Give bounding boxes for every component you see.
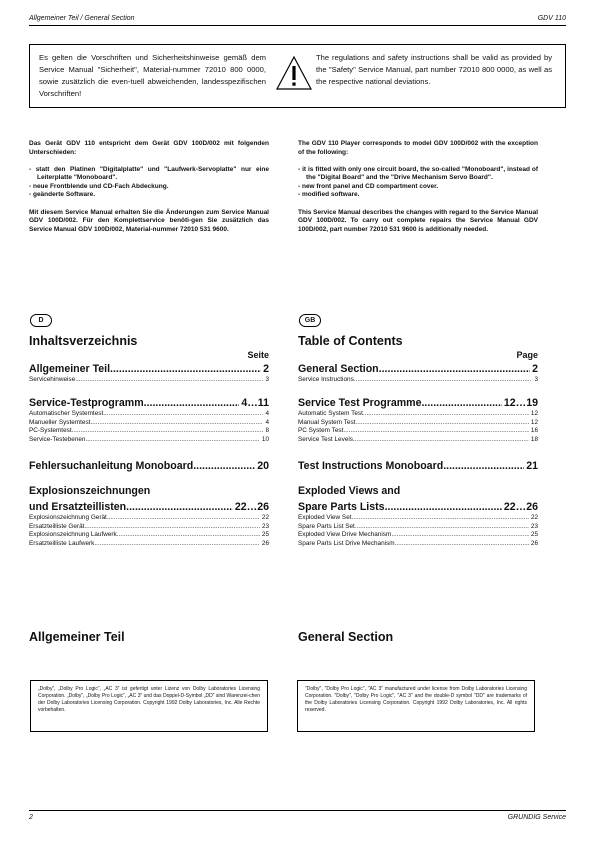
toc-section[interactable] <box>298 397 538 445</box>
toc-section[interactable] <box>29 363 269 385</box>
toc-entry[interactable]: Automatic System Test ..... 12 <box>298 410 538 419</box>
intro-differences-list <box>298 166 538 200</box>
toc-section-title: Test Instructions Monoboard <box>298 460 444 472</box>
intro-note: This Service Manual describes the changes with regard to the Service Manual GDV 100D/002. To carry out complete repairs the Service Manual GDV 100D/002, part number 72010 531 9600 is additionally needed. <box>298 208 538 233</box>
toc-page: 2 <box>532 363 538 375</box>
page-column-label-en: Page <box>516 350 538 360</box>
intro-en <box>298 140 538 243</box>
list-item: - new front panel and CD compartment cover. <box>298 182 439 190</box>
intro-lead: Das Gerät GDV 110 entspricht dem Gerät GDV 100D/002 mit folgenden Unterschieden: <box>29 140 269 156</box>
toc-section-title: Exploded Views and <box>298 485 401 497</box>
toc-section-title: Fehlersuchanleitung Monoboard <box>29 460 194 472</box>
toc-entry[interactable]: Manueller Systemtest ..... 4 <box>29 419 269 428</box>
safety-notice-de: Es gelten die Vorschriften und Sicherheitshinweise gemäß dem Service Manual "Sicherheit", Material-nummer 72010 800 0000, sowie zusätzlich die even-tuell abweichenden, landesspezifischen Vorschriften! <box>39 53 266 98</box>
toc-entry[interactable]: Servicehinweise ..... 3 <box>29 376 269 385</box>
header-model: GDV 110 <box>537 15 566 22</box>
intro-differences-list <box>29 166 269 200</box>
toc-section-title: Explosionszeichnungen <box>29 485 151 497</box>
toc-page: 22…26 <box>503 501 538 513</box>
toc-entry[interactable]: Automatischer Systemtest ..... 4 <box>29 410 269 419</box>
toc-page: 4…11 <box>241 397 269 409</box>
toc-entry[interactable]: PC System Test ..... 16 <box>298 427 538 436</box>
intro-lead: The GDV 110 Player corresponds to model GDV 100D/002 with the exception of the following: <box>298 140 538 156</box>
toc-entry[interactable]: Ersatzteilliste Laufwerk ..... 26 <box>29 540 269 549</box>
toc-entry[interactable]: Service-Testebenen ..... 10 <box>29 436 269 445</box>
page-number: 2 <box>29 814 33 821</box>
toc-section[interactable] <box>29 485 269 549</box>
toc-page: 21 <box>526 460 538 472</box>
toc-section[interactable] <box>29 460 269 473</box>
toc-entry[interactable]: PC-Systemtest ..... 8 <box>29 427 269 436</box>
toc-entry[interactable]: Manual System Test ..... 12 <box>298 419 538 428</box>
page-footer <box>29 810 566 824</box>
toc-section-title: und Ersatzteillisten <box>29 501 127 513</box>
toc-title-en: Table of Contents <box>298 334 403 348</box>
toc-section[interactable] <box>298 485 538 549</box>
dolby-notice-en: "Dolby", "Dolby Pro Logic", "AC 3" manufactured under license from Dolby Laboratories Licensing Corporation. "Dolby", "Dolby Pro Logic", "AC 3" and the double-D symbol "DD" are trademarks of the Dolby Laboratories Licensing Corporation. Copyright 1992 Dolby Laboratories, Inc. All rights reserved. <box>297 680 535 732</box>
language-badge-de: D <box>30 314 52 327</box>
intro-de <box>29 140 269 243</box>
list-item: - geänderte Software. <box>29 191 96 199</box>
toc-page: 12…19 <box>503 397 538 409</box>
toc-section[interactable] <box>29 397 269 445</box>
language-badge-gb: GB <box>299 314 321 327</box>
toc-section[interactable] <box>298 460 538 473</box>
toc-entry[interactable]: Exploded View Drive Mechanism ..... 25 <box>298 531 538 540</box>
toc-entry[interactable]: Exploded View Set ..... 22 <box>298 514 538 523</box>
dolby-notice-de: „Dolby“, „Dolby Pro Logic“, „AC 3“ ist gefertigt unter Lizenz von Dolby Laboratories Licensing Corporation. „Dolby“, „Dolby Pro Logic“, „AC 3“ und das Doppel-D-Symbol „DD“ sind Warenzei-chen der Dolby Laboratories Licensing Corporation. Copyright 1992 Dolby Laboratories, Inc. Alle Rechte vorbehalten. <box>30 680 268 732</box>
page-header <box>29 14 566 26</box>
toc-section-title: Service Test Programme <box>298 397 422 409</box>
toc-section[interactable] <box>298 363 538 385</box>
footer-brand: GRUNDIG Service <box>507 814 566 821</box>
toc-page: 20 <box>257 460 269 472</box>
list-item: - it is fitted with only one circuit board, the so-called "Monoboard", instead of the "Digital Board" and the "Drive Mechanism Servo Board". <box>298 165 538 182</box>
safety-notice-box <box>29 44 566 108</box>
list-item: - statt den Platinen "Digitalplatte" und "Laufwerk-Servoplatte" nur eine Leiterplatte "Monoboard". <box>29 165 269 182</box>
list-item: - modified software. <box>298 191 360 199</box>
toc-section-title: Service-Testprogramm <box>29 397 144 409</box>
toc-section-title: General Section <box>298 363 379 375</box>
toc-entry[interactable]: Spare Parts List Set ..... 23 <box>298 523 538 532</box>
toc-section-title: Spare Parts Lists <box>298 501 385 513</box>
toc-section-title: Allgemeiner Teil <box>29 363 111 375</box>
safety-notice-en: The regulations and safety instructions shall be valid as provided by the "Safety" Service Manual, part number 72010 800 0000, as well as the respective national deviations. <box>316 53 552 86</box>
toc-page: 2 <box>263 363 269 375</box>
page-column-label-de: Seite <box>247 350 269 360</box>
section-heading-de: Allgemeiner Teil <box>29 630 125 644</box>
toc-page: 22…26 <box>234 501 269 513</box>
warning-triangle-icon <box>275 55 313 91</box>
list-item: - neue Frontblende und CD-Fach Abdeckung. <box>29 182 169 190</box>
toc-entry[interactable]: Explosionszeichnung Gerät ..... 22 <box>29 514 269 523</box>
toc-entry[interactable]: Ersatzteilliste Gerät ..... 23 <box>29 523 269 532</box>
intro-note: Mit diesem Service Manual erhalten Sie die Änderungen zum Service Manual GDV 100D/002. Für den Komplettservice benöti-gen Sie zusätzlich das Service Manual GDV 100D/002, Material-nummer 72010 531 9600. <box>29 208 269 233</box>
header-section-title: Allgemeiner Teil / General Section <box>29 15 135 22</box>
toc-entry[interactable]: Explosionszeichnung Laufwerk ..... 25 <box>29 531 269 540</box>
toc-entry[interactable]: Spare Parts List Drive Mechanism ..... 26 <box>298 540 538 549</box>
toc-title-de: Inhaltsverzeichnis <box>29 334 138 348</box>
section-heading-en: General Section <box>298 630 394 644</box>
toc-entry[interactable]: Service Test Levels ..... 18 <box>298 436 538 445</box>
toc-entry[interactable]: Service Instructions ..... 3 <box>298 376 538 385</box>
